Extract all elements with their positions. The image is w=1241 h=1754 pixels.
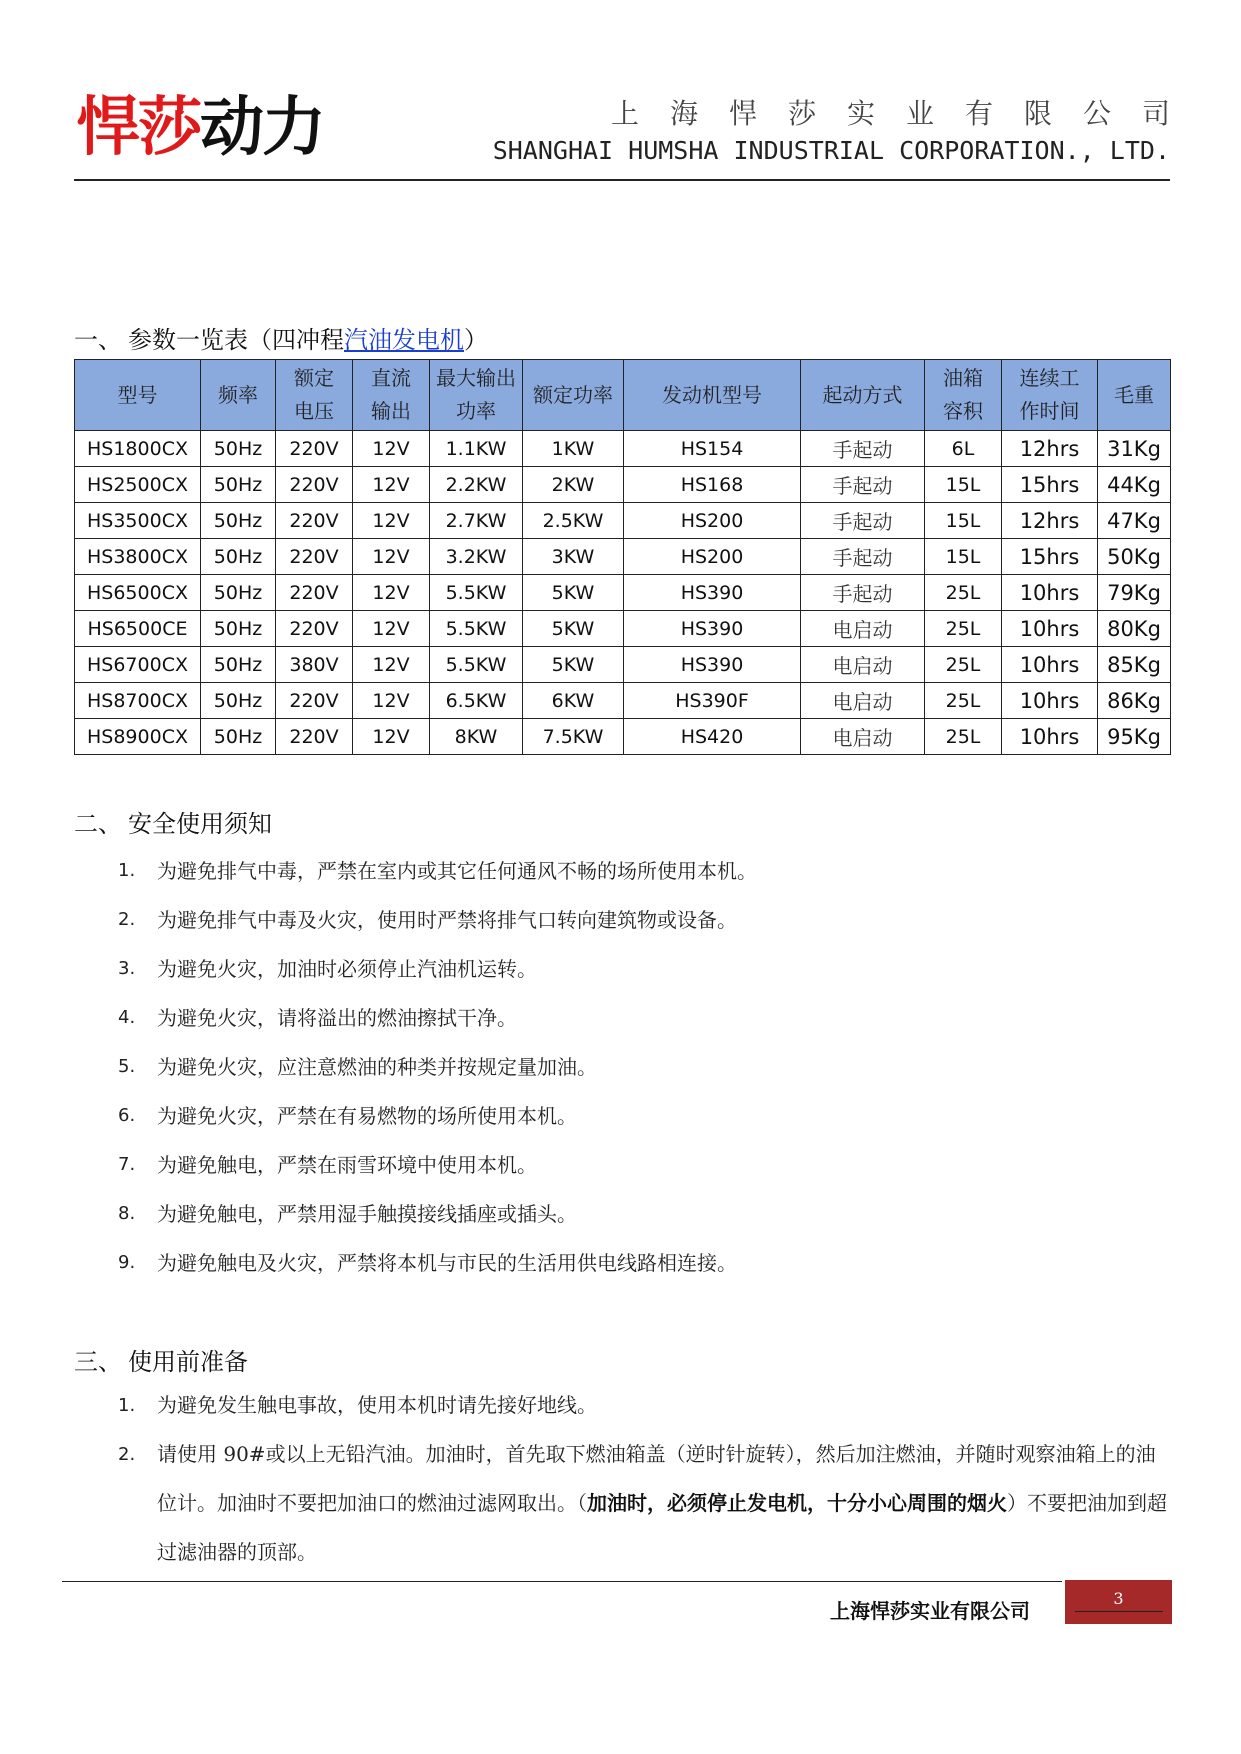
logo-text-red: 悍莎 xyxy=(76,91,200,165)
parameter-table xyxy=(74,359,1171,755)
cell-weight: 85Kg xyxy=(1098,647,1171,683)
cell-max-output: 1.1KW xyxy=(430,431,523,467)
list-number: 9. xyxy=(118,1252,136,1273)
cell-model: HS3800CX xyxy=(75,539,201,575)
list-item xyxy=(108,1151,1168,1200)
cell-engine-model: HS390 xyxy=(624,575,801,611)
cell-max-output: 5.5KW xyxy=(430,647,523,683)
cell-frequency: 50Hz xyxy=(201,467,276,503)
cell-dc-output: 12V xyxy=(353,575,430,611)
cell-weight: 86Kg xyxy=(1098,683,1171,719)
cell-weight: 31Kg xyxy=(1098,431,1171,467)
list-number: 2. xyxy=(118,909,136,930)
list-item xyxy=(108,1053,1168,1102)
cell-tank-capacity: 15L xyxy=(925,539,1002,575)
cell-voltage: 220V xyxy=(276,539,353,575)
company-name-cn: 上海悍莎实业有限公司 xyxy=(610,97,1201,130)
cell-weight: 44Kg xyxy=(1098,467,1171,503)
safety-notice-list xyxy=(108,857,1168,1298)
cell-tank-capacity: 25L xyxy=(925,719,1002,755)
logo-text-black: 动力 xyxy=(200,91,324,165)
table-row xyxy=(75,539,1171,575)
cell-max-output: 5.5KW xyxy=(430,575,523,611)
cell-model: HS8700CX xyxy=(75,683,201,719)
cell-dc-output: 12V xyxy=(353,503,430,539)
cell-start-method: 手起动 xyxy=(801,503,925,539)
list-number: 5. xyxy=(118,1056,136,1077)
cell-frequency: 50Hz xyxy=(201,611,276,647)
cell-runtime: 10hrs xyxy=(1002,683,1098,719)
table-row xyxy=(75,575,1171,611)
header-continuous-runtime: 连续工作时间 xyxy=(1002,360,1098,431)
list-number: 4. xyxy=(118,1007,136,1028)
list-item-text-end: ）不要把油加到超过滤油器的顶部。 xyxy=(157,1491,1167,1564)
footer-company-name: 上海悍莎实业有限公司 xyxy=(830,1599,1030,1623)
cell-weight: 47Kg xyxy=(1098,503,1171,539)
header-frequency: 频率 xyxy=(201,360,276,431)
list-item xyxy=(108,1004,1168,1053)
list-item-text: 为避免火灾，应注意燃油的种类并按规定量加油。 xyxy=(157,1055,597,1079)
cell-max-output: 2.7KW xyxy=(430,503,523,539)
cell-engine-model: HS390 xyxy=(624,611,801,647)
cell-model: HS6700CX xyxy=(75,647,201,683)
page-number-underline xyxy=(1075,1611,1163,1612)
cell-runtime: 10hrs xyxy=(1002,719,1098,755)
cell-engine-model: HS420 xyxy=(624,719,801,755)
cell-runtime: 12hrs xyxy=(1002,503,1098,539)
list-item xyxy=(108,1381,1168,1430)
section-title-suffix: ） xyxy=(464,326,488,354)
cell-dc-output: 12V xyxy=(353,683,430,719)
page-number: 3 xyxy=(1113,1589,1124,1608)
cell-dc-output: 12V xyxy=(353,719,430,755)
cell-frequency: 50Hz xyxy=(201,647,276,683)
header-model: 型号 xyxy=(75,360,201,431)
table-header-row xyxy=(75,360,1171,431)
cell-weight: 79Kg xyxy=(1098,575,1171,611)
table-row xyxy=(75,431,1171,467)
cell-voltage: 380V xyxy=(276,647,353,683)
footer-divider xyxy=(62,1581,1062,1582)
cell-start-method: 手起动 xyxy=(801,431,925,467)
cell-rated-power: 5KW xyxy=(523,611,624,647)
header-rated-voltage: 额定电压 xyxy=(276,360,353,431)
list-item-text: 为避免发生触电事故，使用本机时请先接好地线。 xyxy=(157,1393,597,1417)
section-title-text: 安全使用须知 xyxy=(128,810,272,838)
section-3-title xyxy=(74,1342,248,1377)
cell-engine-model: HS168 xyxy=(624,467,801,503)
cell-voltage: 220V xyxy=(276,719,353,755)
table-row xyxy=(75,647,1171,683)
cell-rated-power: 6KW xyxy=(523,683,624,719)
cell-rated-power: 2.5KW xyxy=(523,503,624,539)
table-row xyxy=(75,503,1171,539)
header-dc-output: 直流输出 xyxy=(353,360,430,431)
cell-engine-model: HS154 xyxy=(624,431,801,467)
header-engine-model: 发动机型号 xyxy=(624,360,801,431)
cell-start-method: 手起动 xyxy=(801,467,925,503)
cell-engine-model: HS200 xyxy=(624,503,801,539)
section-number: 二、 xyxy=(74,810,122,838)
cell-runtime: 10hrs xyxy=(1002,575,1098,611)
cell-dc-output: 12V xyxy=(353,611,430,647)
cell-dc-output: 12V xyxy=(353,431,430,467)
list-number: 1. xyxy=(118,860,136,881)
list-item xyxy=(108,955,1168,1004)
cell-voltage: 220V xyxy=(276,503,353,539)
cell-model: HS6500CE xyxy=(75,611,201,647)
cell-model: HS1800CX xyxy=(75,431,201,467)
cell-start-method: 手起动 xyxy=(801,575,925,611)
header-gross-weight: 毛重 xyxy=(1098,360,1171,431)
table-row xyxy=(75,683,1171,719)
header-divider xyxy=(74,179,1170,181)
cell-tank-capacity: 25L xyxy=(925,611,1002,647)
table-row xyxy=(75,611,1171,647)
header-max-output: 最大输出功率 xyxy=(430,360,523,431)
cell-voltage: 220V xyxy=(276,611,353,647)
section-number: 三、 xyxy=(74,1348,122,1376)
cell-frequency: 50Hz xyxy=(201,503,276,539)
list-number: 1. xyxy=(118,1395,136,1416)
list-item xyxy=(108,1102,1168,1151)
cell-weight: 95Kg xyxy=(1098,719,1171,755)
list-item xyxy=(108,857,1168,906)
cell-rated-power: 5KW xyxy=(523,647,624,683)
cell-runtime: 15hrs xyxy=(1002,467,1098,503)
cell-model: HS3500CX xyxy=(75,503,201,539)
table-row xyxy=(75,719,1171,755)
cell-frequency: 50Hz xyxy=(201,719,276,755)
section-title-text: 参数一览表（四冲程 xyxy=(128,326,344,354)
cell-max-output: 8KW xyxy=(430,719,523,755)
header-tank-capacity: 油箱容积 xyxy=(925,360,1002,431)
cell-frequency: 50Hz xyxy=(201,431,276,467)
cell-dc-output: 12V xyxy=(353,647,430,683)
cell-tank-capacity: 25L xyxy=(925,647,1002,683)
list-number: 6. xyxy=(118,1105,136,1126)
cell-max-output: 3.2KW xyxy=(430,539,523,575)
cell-rated-power: 7.5KW xyxy=(523,719,624,755)
section-number: 一、 xyxy=(74,326,122,354)
fire-warning-text: 加油时，必须停止发电机，十分小心周围的烟火 xyxy=(587,1491,1007,1515)
list-item xyxy=(108,1200,1168,1249)
cell-weight: 50Kg xyxy=(1098,539,1171,575)
cell-start-method: 电启动 xyxy=(801,647,925,683)
cell-tank-capacity: 15L xyxy=(925,467,1002,503)
cell-runtime: 10hrs xyxy=(1002,611,1098,647)
list-item-text: 请使用 90#或以上无铅汽油。加油时，首先取下燃油箱盖（逆时针旋转），然后加注燃油，并随时观察油箱上的油位计。加油时不要把加油口的燃油过滤网取出。（ xyxy=(157,1442,1156,1515)
cell-dc-output: 12V xyxy=(353,539,430,575)
cell-engine-model: HS200 xyxy=(624,539,801,575)
cell-model: HS6500CX xyxy=(75,575,201,611)
cell-voltage: 220V xyxy=(276,467,353,503)
cell-dc-output: 12V xyxy=(353,467,430,503)
list-item-text: 为避免火灾，请将溢出的燃油擦拭干净。 xyxy=(157,1006,517,1030)
company-name-en: SHANGHAI HUMSHA INDUSTRIAL CORPORATION., LTD. xyxy=(492,136,1170,165)
cell-rated-power: 2KW xyxy=(523,467,624,503)
cell-frequency: 50Hz xyxy=(201,575,276,611)
cell-voltage: 220V xyxy=(276,683,353,719)
company-logo xyxy=(76,86,324,170)
list-item-text: 为避免触电，严禁在雨雪环境中使用本机。 xyxy=(157,1153,537,1177)
cell-tank-capacity: 25L xyxy=(925,575,1002,611)
cell-rated-power: 3KW xyxy=(523,539,624,575)
cell-engine-model: HS390 xyxy=(624,647,801,683)
cell-model: HS2500CX xyxy=(75,467,201,503)
cell-voltage: 220V xyxy=(276,575,353,611)
cell-rated-power: 1KW xyxy=(523,431,624,467)
list-number: 7. xyxy=(118,1154,136,1175)
cell-max-output: 5.5KW xyxy=(430,611,523,647)
list-item xyxy=(108,906,1168,955)
cell-tank-capacity: 15L xyxy=(925,503,1002,539)
list-item-text: 为避免排气中毒及火灾，使用时严禁将排气口转向建筑物或设备。 xyxy=(157,908,737,932)
list-item-text: 为避免触电，严禁用湿手触摸接线插座或插头。 xyxy=(157,1202,577,1226)
table-row xyxy=(75,467,1171,503)
list-item-text: 为避免触电及火灾，严禁将本机与市民的生活用供电线路相连接。 xyxy=(157,1251,737,1275)
list-item-text: 为避免火灾，严禁在有易燃物的场所使用本机。 xyxy=(157,1104,577,1128)
cell-max-output: 6.5KW xyxy=(430,683,523,719)
list-item xyxy=(108,1249,1168,1298)
cell-voltage: 220V xyxy=(276,431,353,467)
cell-runtime: 15hrs xyxy=(1002,539,1098,575)
page-header xyxy=(74,86,1201,182)
cell-tank-capacity: 6L xyxy=(925,431,1002,467)
list-item-text: 为避免火灾，加油时必须停止汽油机运转。 xyxy=(157,957,537,981)
gasoline-generator-link[interactable]: 汽油发电机 xyxy=(344,326,464,354)
cell-rated-power: 5KW xyxy=(523,575,624,611)
cell-start-method: 电启动 xyxy=(801,719,925,755)
header-start-method: 起动方式 xyxy=(801,360,925,431)
cell-frequency: 50Hz xyxy=(201,683,276,719)
cell-tank-capacity: 25L xyxy=(925,683,1002,719)
preparation-list xyxy=(108,1381,1168,1577)
cell-weight: 80Kg xyxy=(1098,611,1171,647)
list-number: 8. xyxy=(118,1203,136,1224)
list-number: 2. xyxy=(118,1444,136,1465)
list-number: 3. xyxy=(118,958,136,979)
list-item xyxy=(108,1430,1168,1577)
section-2-title xyxy=(74,804,272,839)
cell-runtime: 10hrs xyxy=(1002,647,1098,683)
cell-max-output: 2.2KW xyxy=(430,467,523,503)
cell-frequency: 50Hz xyxy=(201,539,276,575)
list-item-text: 为避免排气中毒，严禁在室内或其它任何通风不畅的场所使用本机。 xyxy=(157,859,757,883)
cell-runtime: 12hrs xyxy=(1002,431,1098,467)
cell-model: HS8900CX xyxy=(75,719,201,755)
cell-start-method: 电启动 xyxy=(801,611,925,647)
section-title-text: 使用前准备 xyxy=(128,1348,248,1376)
cell-engine-model: HS390F xyxy=(624,683,801,719)
cell-start-method: 手起动 xyxy=(801,539,925,575)
section-1-title xyxy=(74,320,488,355)
page-number-box xyxy=(1065,1580,1172,1624)
header-rated-power: 额定功率 xyxy=(523,360,624,431)
cell-start-method: 电启动 xyxy=(801,683,925,719)
